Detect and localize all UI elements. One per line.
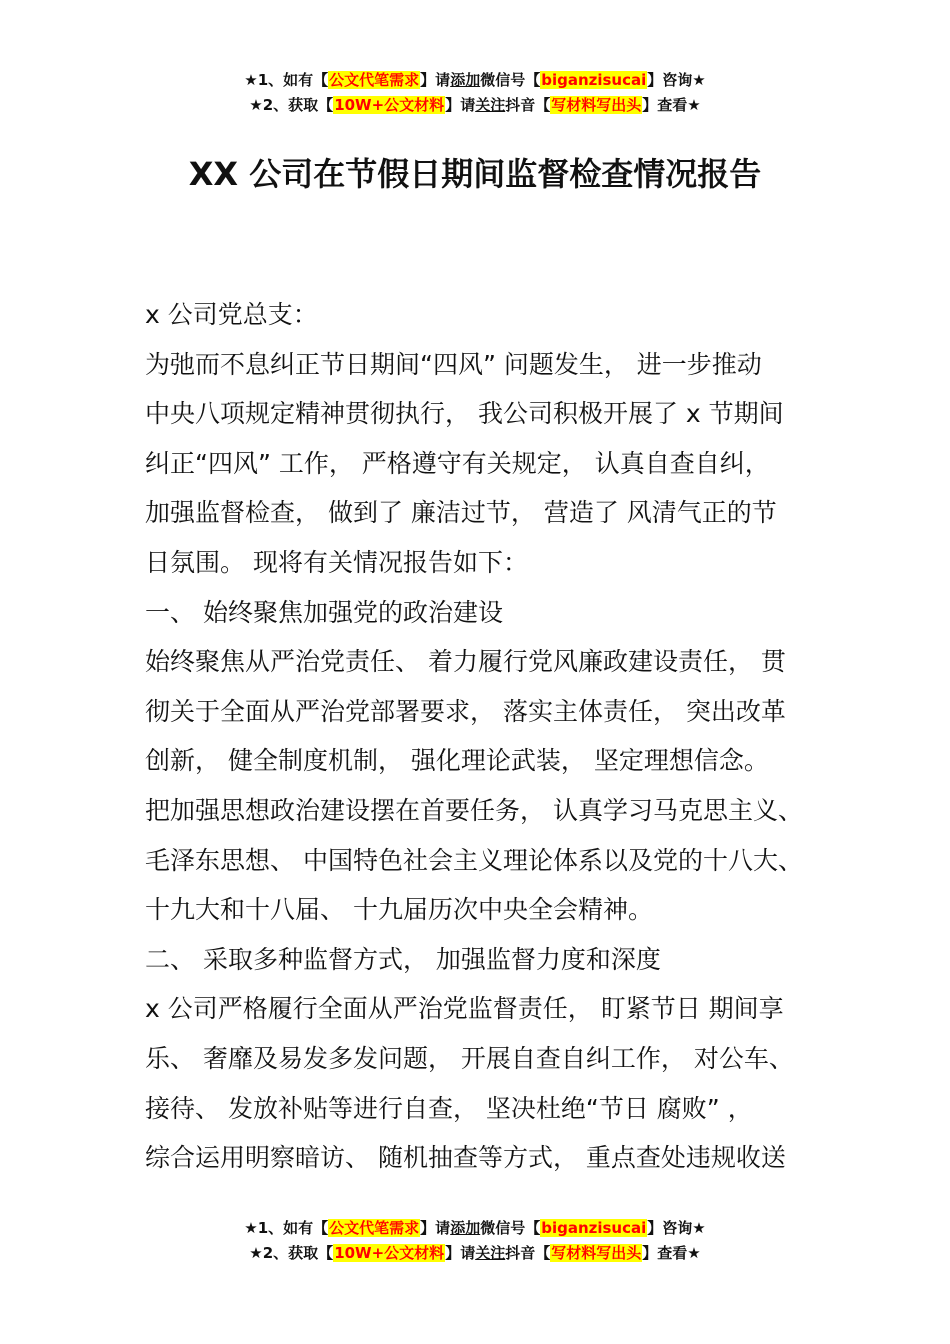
banner-line-1 — [0, 1216, 950, 1241]
banner-emphasis: 关注 — [475, 1244, 506, 1262]
banner-text: 微信号【 — [480, 1219, 541, 1237]
body-line: 为弛而不息纠正节日期间“四风” 问题发生， 进一步推动 — [145, 349, 762, 379]
banner-highlight: 公文代笔需求 — [329, 1219, 420, 1237]
document-title: XX 公司在节假日期间监督检查情况报告 — [188, 155, 762, 193]
banner-text: 】咨询★ — [647, 1219, 706, 1237]
banner-text: 】咨询★ — [647, 71, 706, 89]
banner-emphasis: 添加 — [450, 1219, 481, 1237]
footer-banner — [0, 1216, 950, 1266]
salutation: x 公司党总支： — [145, 300, 318, 329]
banner-line-2 — [0, 1241, 950, 1266]
body-line: 始终聚焦从严治党责任、 着力履行党风廉政建设责任， 贯 — [145, 647, 786, 677]
body-line: 综合运用明察暗访、 随机抽查等方式， 重点查处违规收送 — [145, 1143, 786, 1173]
banner-emphasis: 关注 — [475, 96, 506, 114]
banner-wechat-id: biganzisucai — [541, 1219, 647, 1237]
banner-highlight: 写材料写出头 — [551, 1244, 642, 1262]
banner-line-1 — [0, 68, 950, 93]
body-line: 中央八项规定精神贯彻执行， 我公司积极开展了 x 节期间 — [145, 399, 784, 429]
banner-text: 】查看★ — [642, 96, 701, 114]
banner-text: ★2、获取【 — [249, 1244, 334, 1262]
body-line: 创新， 健全制度机制， 强化理论武装， 坚定理想信念。 — [145, 746, 769, 776]
banner-text: ★2、获取【 — [249, 96, 334, 114]
body-line: 乐、 奢靡及易发多发问题， 开展自查自纠工作， 对公车、 — [145, 1043, 794, 1073]
document-body — [145, 290, 835, 1183]
body-line: 毛泽东思想、 中国特色社会主义理论体系以及党的十八大、 — [145, 845, 803, 875]
banner-text: 微信号【 — [480, 71, 541, 89]
banner-text: ★1、如有【 — [244, 1219, 329, 1237]
banner-highlight: 10W+公文材料 — [334, 96, 445, 114]
header-banner — [0, 68, 950, 118]
banner-text: 抖音【 — [505, 96, 551, 114]
banner-text: 】查看★ — [642, 1244, 701, 1262]
body-line: 十九大和十八届、 十九届历次中央全会精神。 — [145, 895, 653, 925]
banner-text: 】请 — [420, 71, 451, 89]
body-line: 彻关于全面从严治党部署要求， 落实主体责任， 突出改革 — [145, 696, 786, 726]
banner-text: 】请 — [420, 1219, 451, 1237]
body-line: x 公司严格履行全面从严治党监督责任， 盯紧节日 期间享 — [145, 994, 784, 1024]
banner-highlight: 写材料写出头 — [551, 96, 642, 114]
section-heading: 一、 始终聚焦加强党的政治建设 — [145, 597, 503, 627]
banner-text: 抖音【 — [505, 1244, 551, 1262]
banner-wechat-id: biganzisucai — [541, 71, 647, 89]
banner-text: 】请 — [445, 1244, 476, 1262]
body-line: 日氛围。 现将有关情况报告如下： — [145, 547, 528, 577]
banner-text: 】请 — [445, 96, 476, 114]
banner-text: ★1、如有【 — [244, 71, 329, 89]
section-heading: 二、 采取多种监督方式， 加强监督力度和深度 — [145, 944, 661, 974]
body-line: 加强监督检查， 做到了 廉洁过节， 营造了 风清气正的节 — [145, 498, 777, 528]
banner-line-2 — [0, 93, 950, 118]
banner-emphasis: 添加 — [450, 71, 481, 89]
body-line: 把加强思想政治建设摆在首要任务， 认真学习马克思主义、 — [145, 795, 803, 825]
body-line: 接待、 发放补贴等进行自查， 坚决杜绝“节日 腐败” ， — [145, 1093, 753, 1123]
banner-highlight: 10W+公文材料 — [334, 1244, 445, 1262]
banner-highlight: 公文代笔需求 — [329, 71, 420, 89]
body-line: 纠正“四风” 工作， 严格遵守有关规定， 认真自查自纠， — [145, 448, 770, 478]
